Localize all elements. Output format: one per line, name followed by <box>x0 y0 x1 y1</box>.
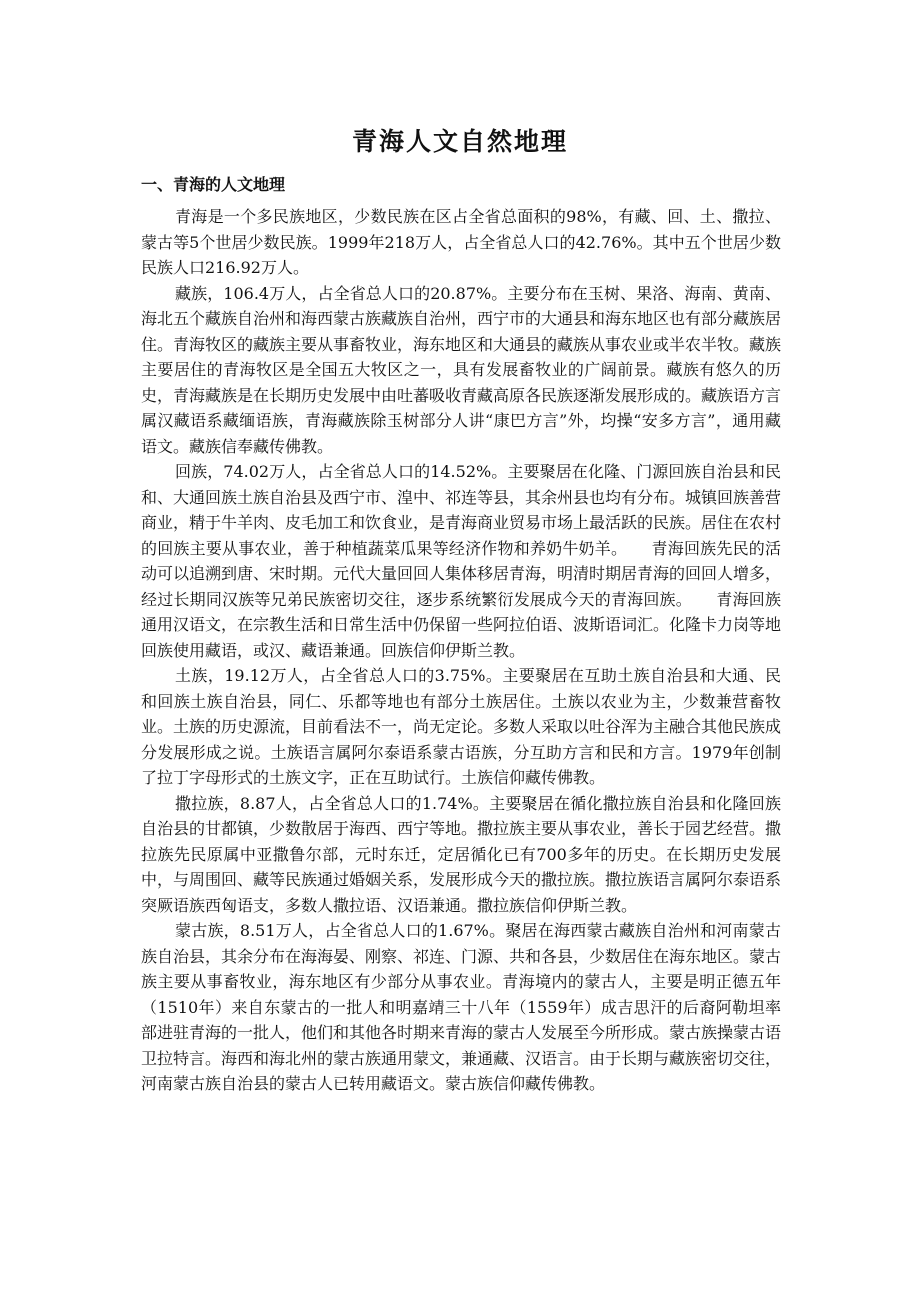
paragraph-salar: 撒拉族，8.87人，占全省总人口的1.74%。主要聚居在循化撒拉族自治县和化隆回族自治县的甘都镇，少数散居于海西、西宁等地。撒拉族主要从事农业，善长于园艺经营。撒拉族先民原属中亚撒鲁尔部，元时东迁，定居循化已有700多年的历史。在长期历史发展中，与周围回、藏等民族通过婚姻关系，发展形成今天的撒拉族。撒拉族语言属阿尔泰语系突厥语族西匈语支，多数人撒拉语、汉语兼通。撒拉族信仰伊斯兰教。 <box>141 793 782 915</box>
paragraph-tibetan: 藏族，106.4万人，占全省总人口的20.87%。主要分布在玉树、果洛、海南、黄南、海北五个藏族自治州和海西蒙古族藏族自治州，西宁市的大通县和海东地区也有部分藏族居住。青海牧区的藏族主要从事畜牧业，海东地区和大通县的藏族从事农业或半农半牧。藏族主要居住的青海牧区是全国五大牧区之一，具有发展畜牧业的广阔前景。藏族有悠久的历史，青海藏族是在长期历史发展中由吐蕃吸收青藏高原各民族逐渐发展形成的。藏族语方言属汉藏语系藏缅语族，青海藏族除玉树部分人讲“康巴方言”外，均操“安多方言”，通用藏语文。藏族信奉藏传佛教。 <box>141 283 782 456</box>
paragraph-tu: 土族，19.12万人，占全省总人口的3.75%。主要聚居在互助土族自治县和大通、民和回族土族自治县，同仁、乐都等地也有部分土族居住。土族以农业为主，少数兼营畜牧业。土族的历史源流，目前看法不一，尚无定论。多数人采取以吐谷浑为主融合其他民族成分发展形成之说。土族语言属阿尔泰语系蒙古语族，分互助方言和民和方言。1979年创制了拉丁字母形式的土族文字，正在互助试行。土族信仰藏传佛教。 <box>141 666 782 787</box>
paragraph-hui: 回族，74.02万人，占全省总人口的14.52%。主要聚居在化隆、门源回族自治县和民和、大通回族土族自治县及西宁市、湟中、祁连等县，其余州县也均有分布。城镇回族善营商业，精于牛羊肉、皮毛加工和饮食业，是青海商业贸易市场上最活跃的民族。居住在农村的回族主要从事农业，善于种植蔬菜瓜果等经济作物和养奶牛奶羊。 青海回族先民的活动可以追溯到唐、宋时期。元代大量回回人集体移居青海，明清时期居青海的回回人增多，经过长期同汉族等兄弟民族密切交往，逐步系统繁衍发展成今天的青海回族。 青海回族通用汉语文，在宗教生活和日常生活中仍保留一些阿拉伯语、波斯语词汇。化隆卡力岗等地回族使用藏语，或汉、藏语兼通。回族信仰伊斯兰教。 <box>141 462 782 660</box>
section-heading: 一、青海的人文地理 <box>141 175 286 194</box>
document-title: 青海人文自然地理 <box>351 127 568 156</box>
document-body <box>141 204 781 1097</box>
paragraph-mongol: 蒙古族，8.51万人，占全省总人口的1.67%。聚居在海西蒙古藏族自治州和河南蒙古族自治县，其余分布在海海晏、刚察、祁连、门源、共和各县，少数居住在海东地区。蒙古族主要从事畜牧业，海东地区有少部分从事农业。青海境内的蒙古人，主要是明正德五年（1510年）来自东蒙古的一批人和明嘉靖三十八年（1559年）成吉思汗的后裔阿勒坦率部进驻青海的一批人，他们和其他各时期来青海的蒙古人发展至今所形成。蒙古族操蒙古语卫拉特言。海西和海北州的蒙古族通用蒙文，兼通藏、汉语言。由于长期与藏族密切交往，河南蒙古族自治县的蒙古人已转用藏语文。蒙古族信仰藏传佛教。 <box>141 921 782 1093</box>
paragraph-intro: 青海是一个多民族地区，少数民族在区占全省总面积的98%，有藏、回、土、撒拉、蒙古等5个世居少数民族。1999年218万人，占全省总人口的42.76%。其中五个世居少数民族人口216.92万人。 <box>141 207 781 277</box>
